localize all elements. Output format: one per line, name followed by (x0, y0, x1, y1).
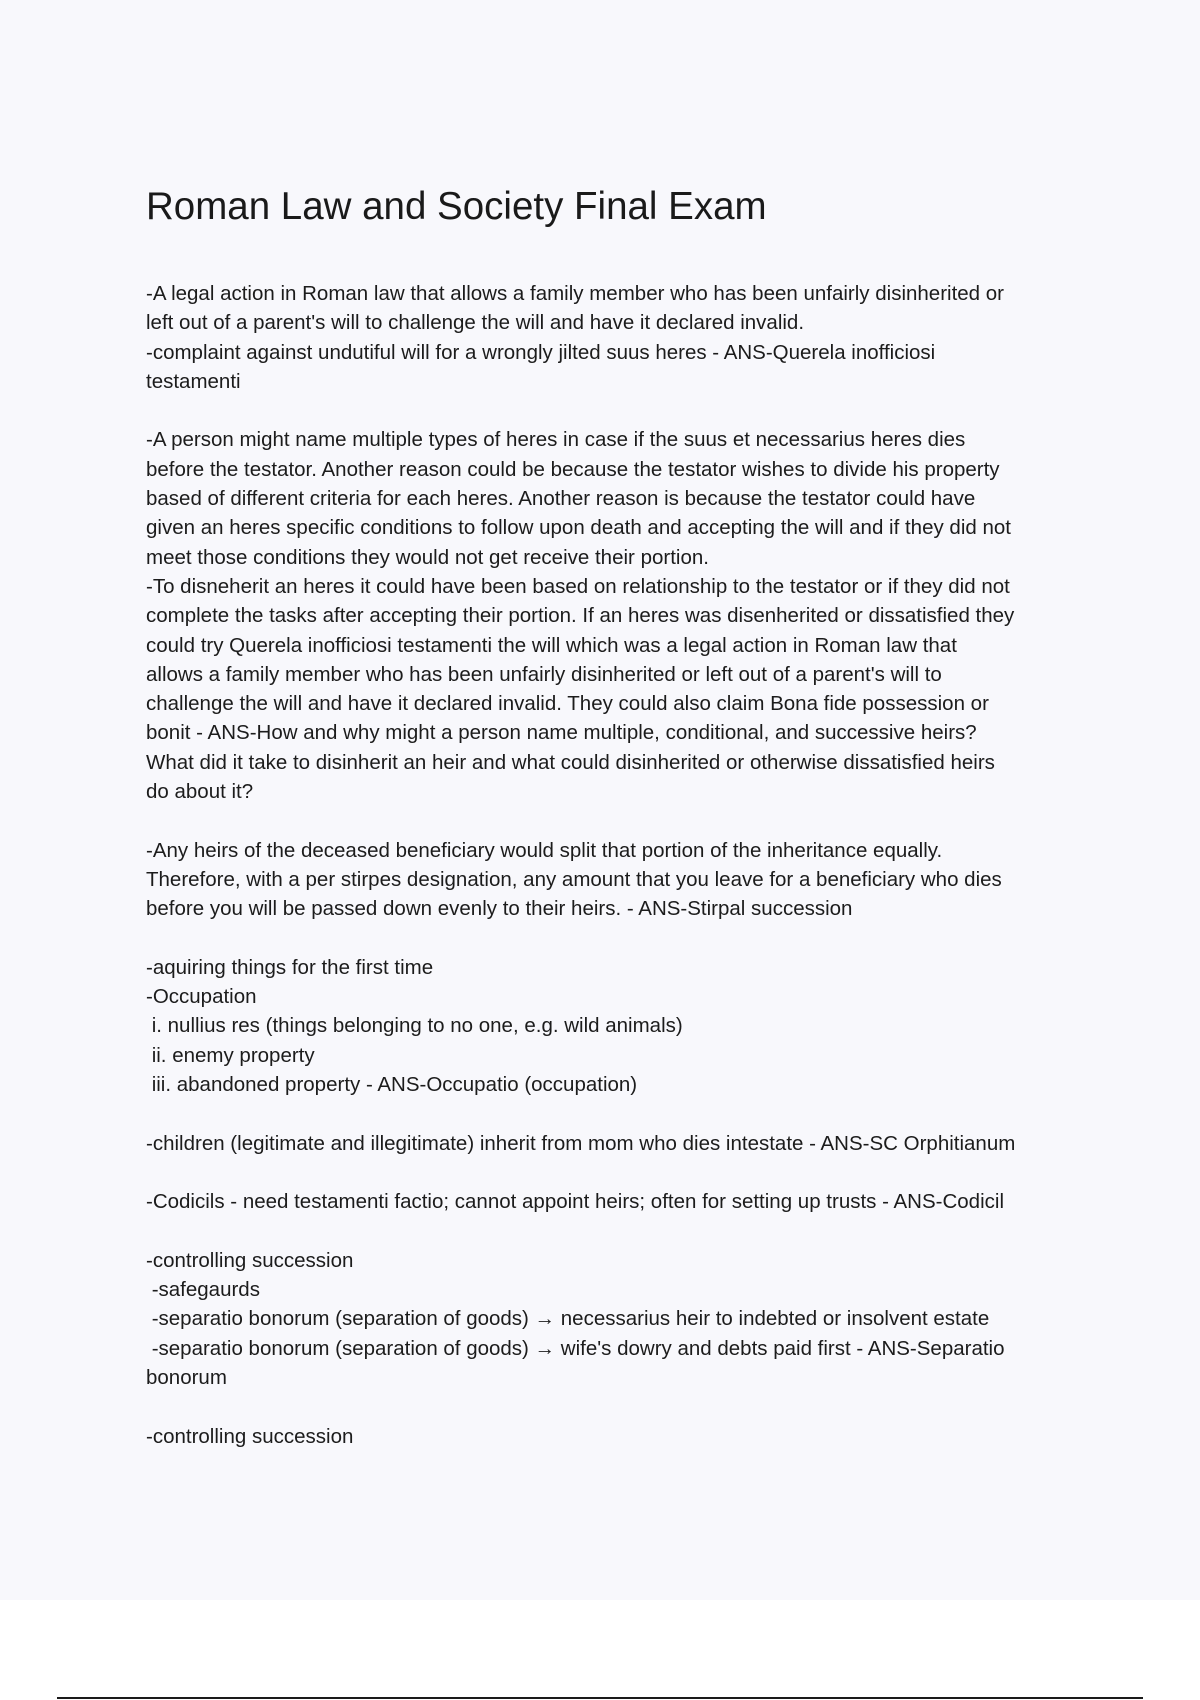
entry-sc-orphitianum (146, 1129, 1091, 1158)
text-line: allows a family member who has been unfairly disinherited or left out of a parent's will to (146, 662, 942, 686)
text-line: -safegaurds (146, 1278, 260, 1302)
text-line: -separatio bonorum (separation of goods) → wife's dowry and debts paid first - ANS-Separatio (146, 1336, 1005, 1360)
entry-occupatio (146, 953, 1091, 1099)
text-line: -controlling succession (146, 1424, 354, 1448)
entry-querela (146, 279, 1091, 396)
text-line: -controlling succession (146, 1248, 354, 1272)
text-line: before the testator. Another reason could be because the testator wishes to divide his property (146, 457, 1000, 481)
text-line: Therefore, with a per stirpes designation, any amount that you leave for a beneficiary who dies (146, 867, 1002, 891)
text-line: bonit - ANS-How and why might a person name multiple, conditional, and successive heirs? (146, 721, 977, 745)
text-line: testamenti (146, 369, 241, 393)
entry-multiple-heirs (146, 425, 1091, 806)
text-line: given an heres specific conditions to follow upon death and accepting the will and if they did not (146, 516, 1011, 540)
text-line: -Codicils - need testamenti factio; cannot appoint heirs; often for setting up trusts - ANS-Codicil (146, 1190, 1004, 1214)
entry-codicil (146, 1187, 1091, 1216)
text-line: challenge the will and have it declared invalid. They could also claim Bona fide possession or (146, 692, 989, 716)
text-line: i. nullius res (things belonging to no one, e.g. wild animals) (146, 1014, 683, 1038)
text-line: -children (legitimate and illegitimate) inherit from mom who dies intestate - ANS-SC Orphitianum (146, 1131, 1016, 1155)
entry-stirpal-succession (146, 836, 1091, 924)
text-line: before you will be passed down evenly to their heirs. - ANS-Stirpal succession (146, 897, 853, 921)
entry-controlling-succession (146, 1422, 1091, 1451)
text-line: -A legal action in Roman law that allows a family member who has been unfairly disinherited or (146, 282, 1005, 305)
text-line: -To disneherit an heres it could have been based on relationship to the testator or if they did not (146, 574, 1010, 598)
text-line: bonorum (146, 1365, 227, 1389)
document-body (146, 279, 1091, 1480)
text-line: -complaint against undutiful will for a wrongly jilted suus heres - ANS-Querela inofficiosi (146, 340, 936, 364)
text-line: -Occupation (146, 985, 257, 1009)
text-line: -A person might name multiple types of heres in case if the suus et necessarius heres dies (146, 428, 966, 452)
text-line: could try Querela inofficiosi testamenti the will which was a legal action in Roman law that (146, 633, 957, 657)
text-line: do about it? (146, 780, 254, 804)
text-line: What did it take to disinherit an heir and what could disinherited or otherwise dissatisfied heirs (146, 750, 995, 774)
text-line: based of different criteria for each heres. Another reason is because the testator could have (146, 487, 976, 511)
text-line: iii. abandoned property - ANS-Occupatio (occupation) (146, 1073, 638, 1097)
text-line: -Any heirs of the deceased beneficiary would split that portion of the inheritance equally. (146, 838, 943, 862)
footer-divider (57, 1697, 1143, 1699)
entry-separatio-bonorum (146, 1246, 1091, 1392)
text-line: -aquiring things for the first time (146, 955, 434, 979)
text-line: ii. enemy property (146, 1043, 315, 1067)
text-line: complete the tasks after accepting their portion. If an heres was disenherited or dissatisfied they (146, 604, 1015, 628)
text-line: -separatio bonorum (separation of goods) → necessarius heir to indebted or insolvent estate (146, 1307, 990, 1331)
page-title: Roman Law and Society Final Exam (146, 185, 767, 228)
text-line: left out of a parent's will to challenge the will and have it declared invalid. (146, 311, 805, 335)
text-line: meet those conditions they would not get receive their portion. (146, 545, 709, 569)
